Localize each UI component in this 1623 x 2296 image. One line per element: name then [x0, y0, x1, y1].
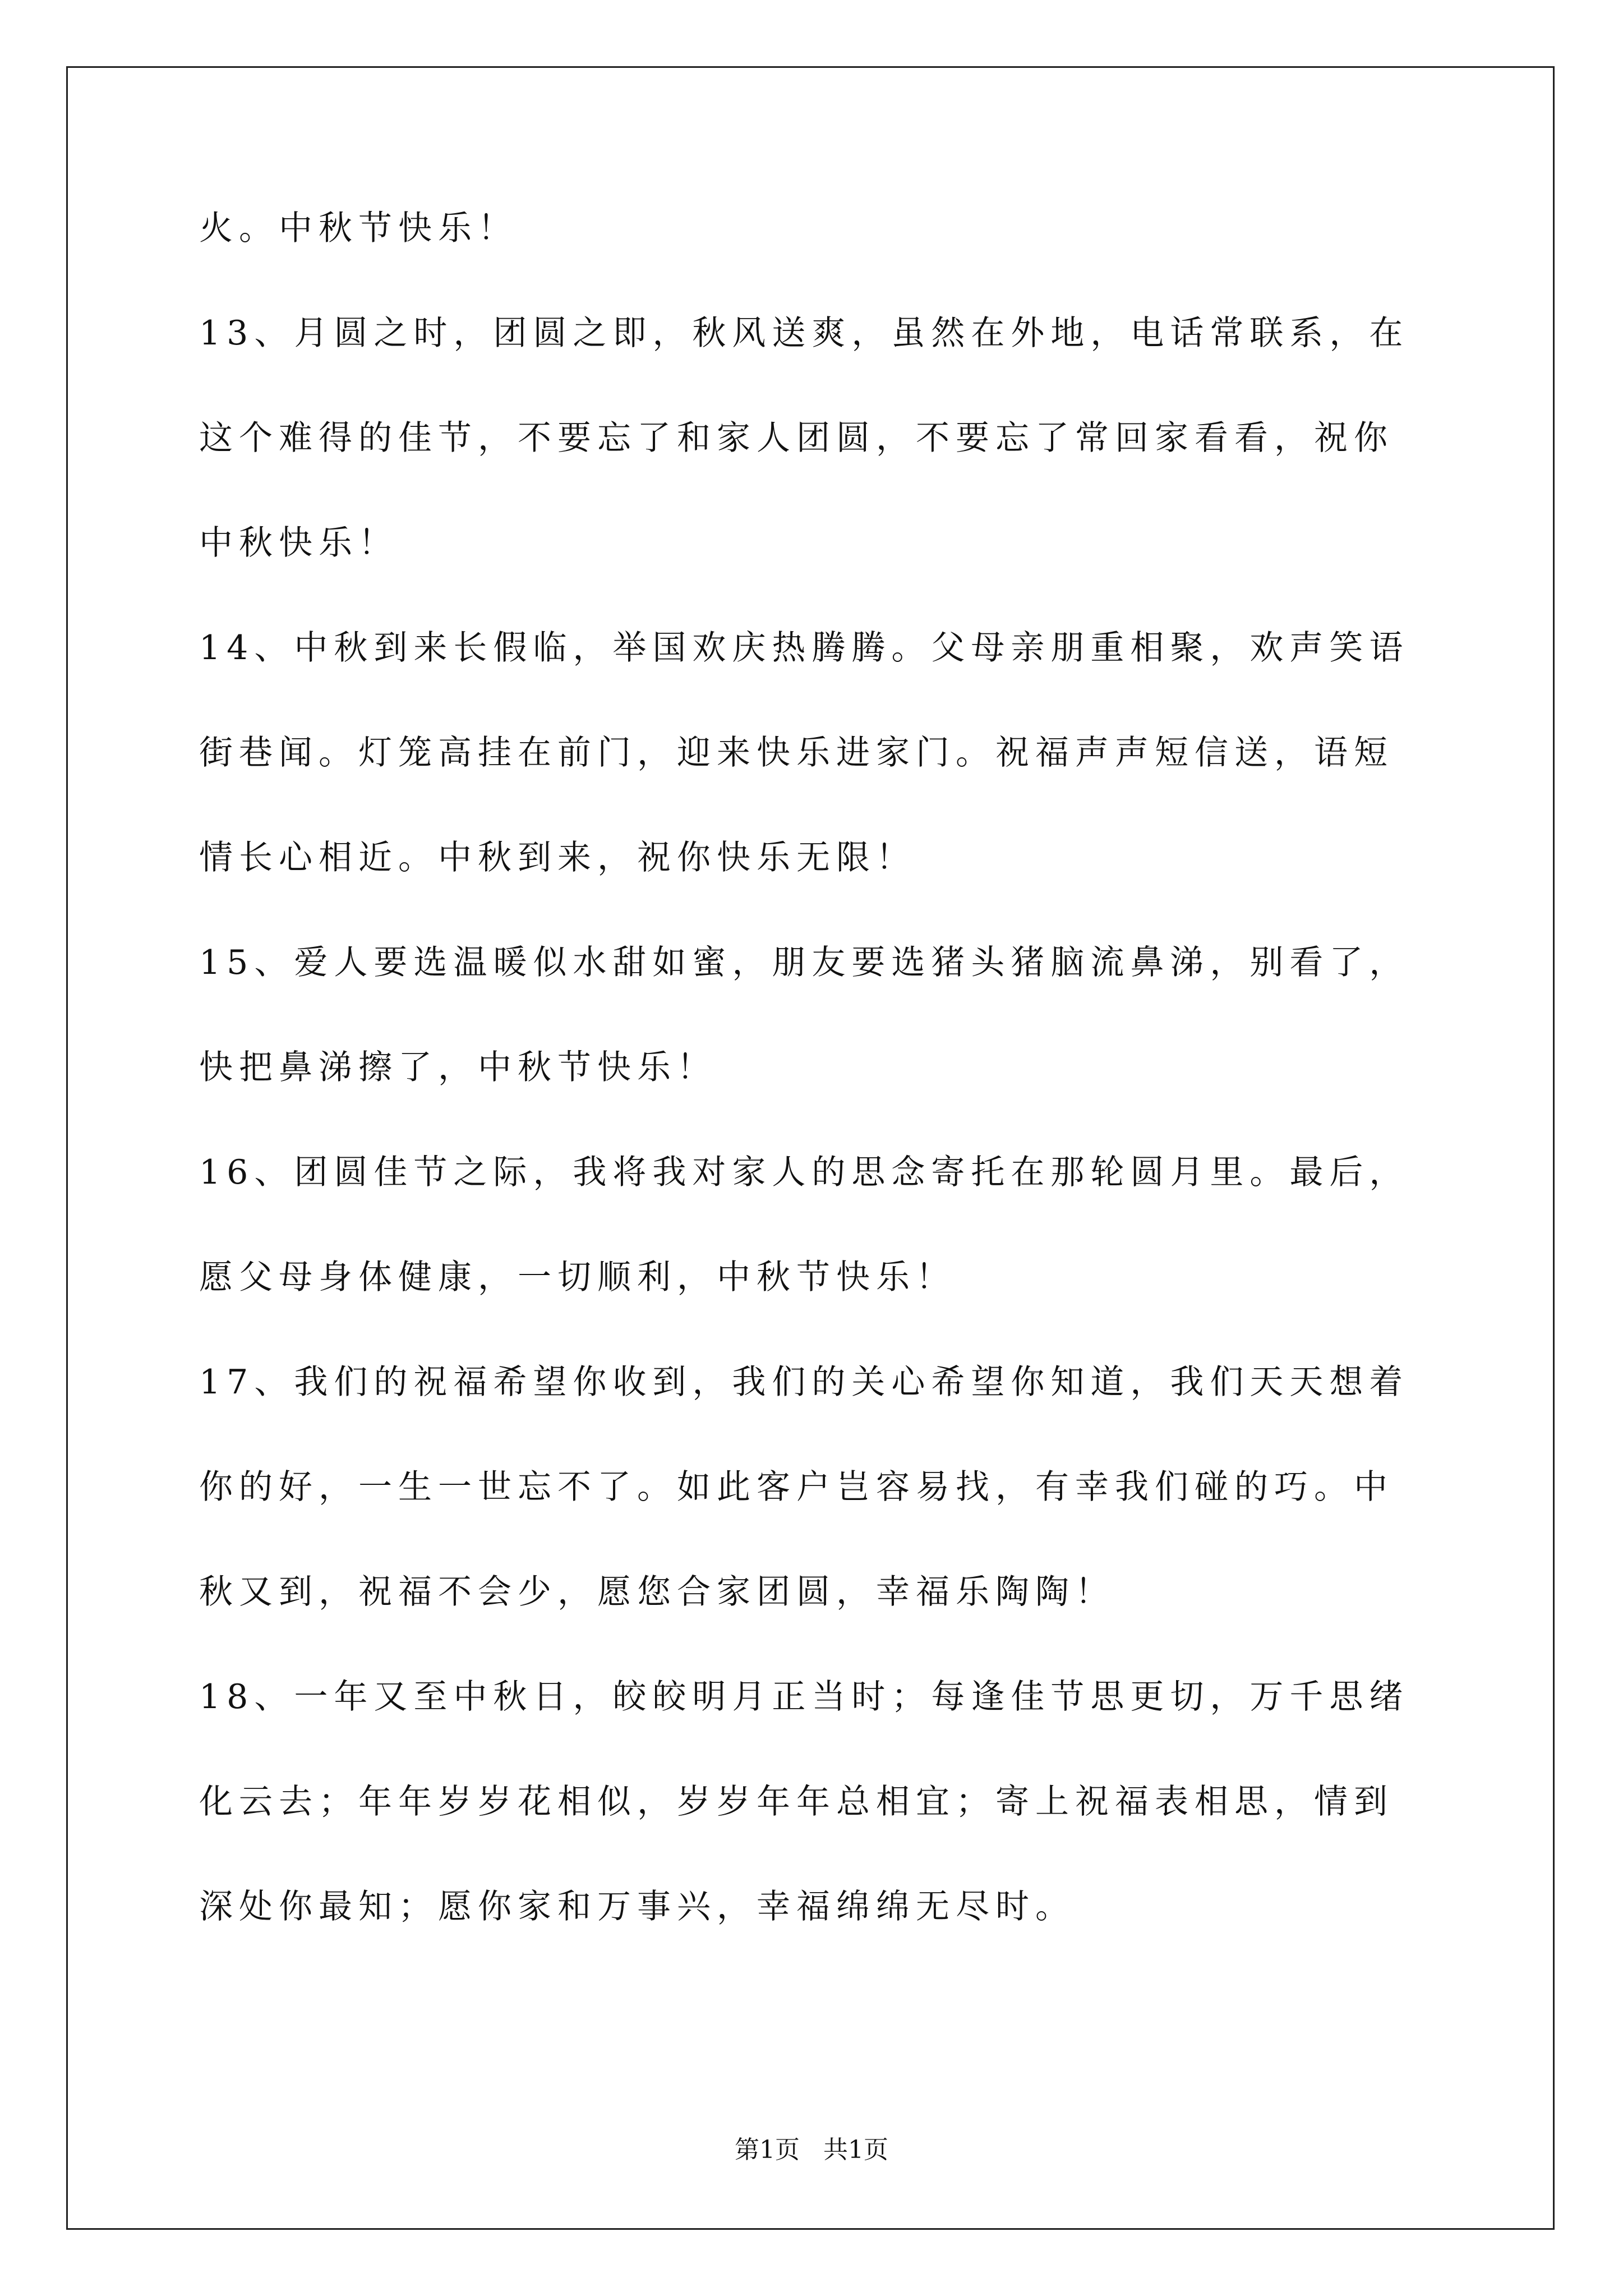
page-footer: 第1页 共1页	[735, 2136, 888, 2164]
text-line: 16、团圆佳节之际，我将我对家人的思念寄托在那轮圆月里。最后，	[199, 1153, 1409, 1192]
text-line: 情长心相近。中秋到来，祝你快乐无限！	[199, 838, 916, 877]
text-line: 火。中秋节快乐！	[199, 209, 518, 248]
text-line: 化云去；年年岁岁花相似，岁岁年年总相宜；寄上祝福表相思，情到	[199, 1782, 1394, 1821]
text-line: 秋又到，祝福不会少，愿您合家团圆，幸福乐陶陶！	[199, 1572, 1115, 1612]
text-line: 愿父母身体健康，一切顺利，中秋节快乐！	[199, 1258, 956, 1297]
text-line: 15、爱人要选温暖似水甜如蜜，朋友要选猪头猪脑流鼻涕，别看了，	[199, 943, 1409, 982]
text-line: 你的好，一生一世忘不了。如此客户岂容易找，有幸我们碰的巧。中	[199, 1467, 1394, 1507]
text-line: 快把鼻涕擦了，中秋节快乐！	[199, 1048, 717, 1087]
text-line: 18、一年又至中秋日，皎皎明月正当时；每逢佳节思更切，万千思绪	[199, 1677, 1409, 1717]
text-line: 深处你最知；愿你家和万事兴，幸福绵绵无尽时。	[199, 1887, 1075, 1926]
text-line: 17、我们的祝福希望你收到，我们的关心希望你知道，我们天天想着	[199, 1363, 1409, 1402]
text-line: 13、月圆之时，团圆之即，秋风送爽，虽然在外地，电话常联系，在	[199, 314, 1409, 353]
text-line: 14、中秋到来长假临，举国欢庆热腾腾。父母亲朋重相聚，欢声笑语	[199, 628, 1409, 668]
text-line: 这个难得的佳节，不要忘了和家人团圆，不要忘了常回家看看，祝你	[199, 418, 1394, 458]
text-line: 中秋快乐！	[199, 523, 398, 563]
text-line: 街巷闻。灯笼高挂在前门，迎来快乐进家门。祝福声声短信送，语短	[199, 733, 1394, 772]
